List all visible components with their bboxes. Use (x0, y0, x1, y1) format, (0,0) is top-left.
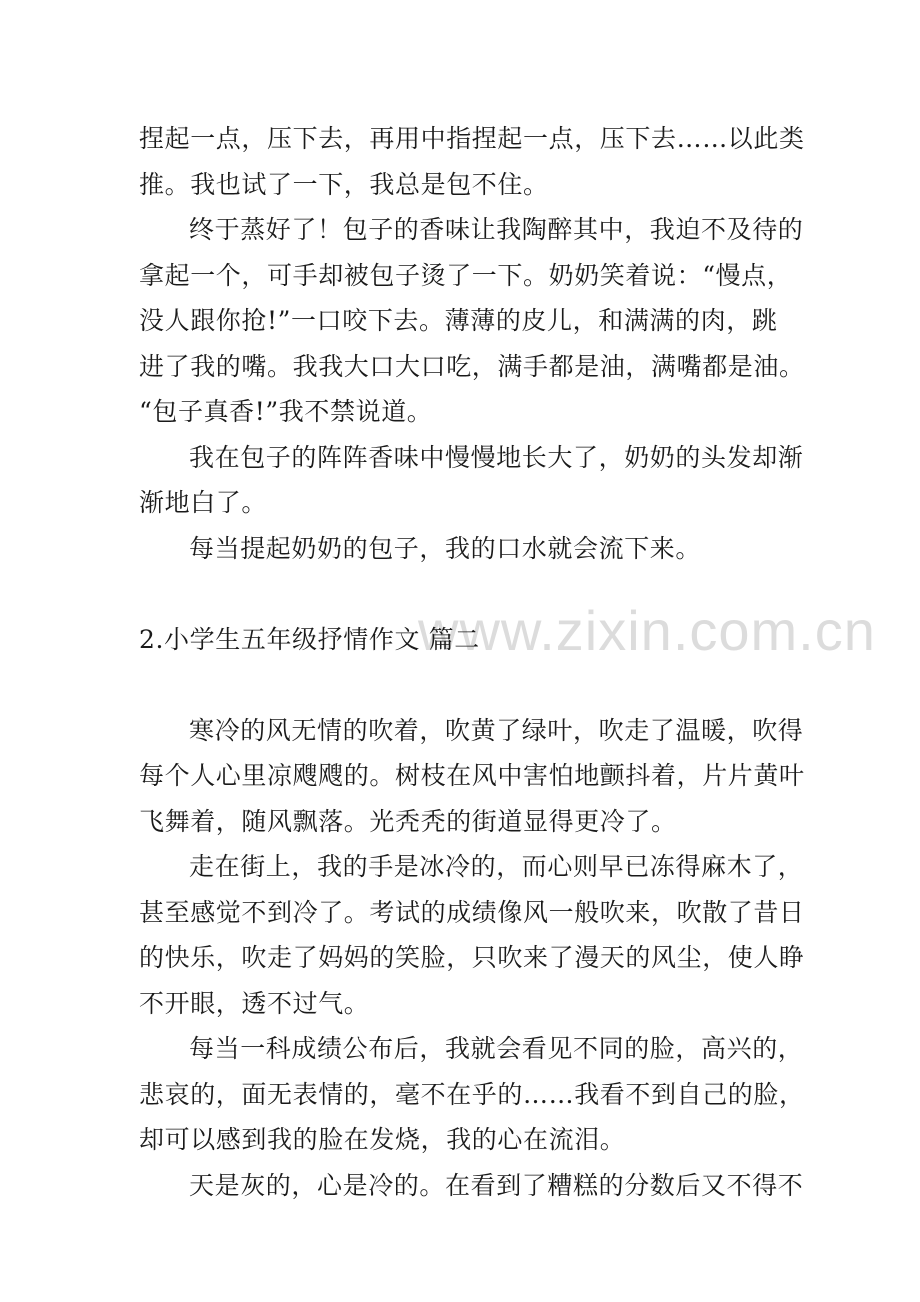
spacer (139, 662, 789, 708)
text-line: 终于蒸好了！包子的香味让我陶醉其中，我迫不及待的 (189, 215, 804, 244)
text-line: 不开眼，透不过气。 (139, 988, 370, 1018)
text-line: 飞舞着，随风飘落。光秃秃的街道显得更冷了。 (139, 806, 677, 836)
text-line: “包子真香!”我不禁说道。 (139, 397, 433, 426)
text-line: 每当一科成绩公布后，我就会看见不同的脸，高兴的， (189, 1034, 804, 1063)
text-line: 的快乐，吹走了妈妈的笑脸，只吹来了漫天的风尘，使人睁 (139, 943, 805, 972)
text-line: 悲哀的，面无表情的，毫不在乎的……我看不到自己的脸， (139, 1079, 805, 1109)
text-line: 甚至感觉不到冷了。考试的成绩像风一般吹来，吹散了昔日 (139, 897, 805, 927)
text-line: 却可以感到我的脸在发烧，我的心在流泪。 (139, 1125, 626, 1154)
text-line: 寒冷的风无情的吹着，吹黄了绿叶，吹走了温暖，吹得 (189, 715, 804, 745)
text-line: 走在街上，我的手是冰冷的，而心则早已冻得麻木了， (189, 852, 804, 881)
text-line: 每个人心里凉飕飕的。树枝在风中害怕地颤抖着，片片黄叶 (139, 761, 805, 790)
text-line: 没人跟你抢!”一口咬下去。薄薄的皮儿，和满满的肉，跳 (139, 306, 778, 335)
watermark: www.zixin.com.cn (418, 599, 876, 662)
text-line: 拿起一个，可手却被包子烫了一下。奶奶笑着说：“慢点， (139, 260, 793, 290)
text-line: 捏起一点，压下去，再用中指捏起一点，压下去……以此类 (139, 124, 805, 153)
text-line: 每当提起奶奶的包子，我的口水就会流下来。 (189, 533, 702, 563)
section-heading: 2.小学生五年级抒情作文 篇二 (139, 624, 480, 654)
text-line: 我在包子的阵阵香味中慢慢地长大了，奶奶的头发却渐 (189, 442, 804, 472)
text-line: 推。我也试了一下，我总是包不住。 (139, 169, 549, 199)
text-line: 天是灰的，心是冷的。在看到了糟糕的分数后又不得不 (189, 1170, 804, 1200)
document-body (139, 116, 805, 1208)
spacer (139, 571, 789, 617)
text-line: 渐地白了。 (139, 488, 268, 517)
text-line: 进了我的嘴。我我大口大口吃，满手都是油，满嘴都是油。 (139, 351, 805, 381)
